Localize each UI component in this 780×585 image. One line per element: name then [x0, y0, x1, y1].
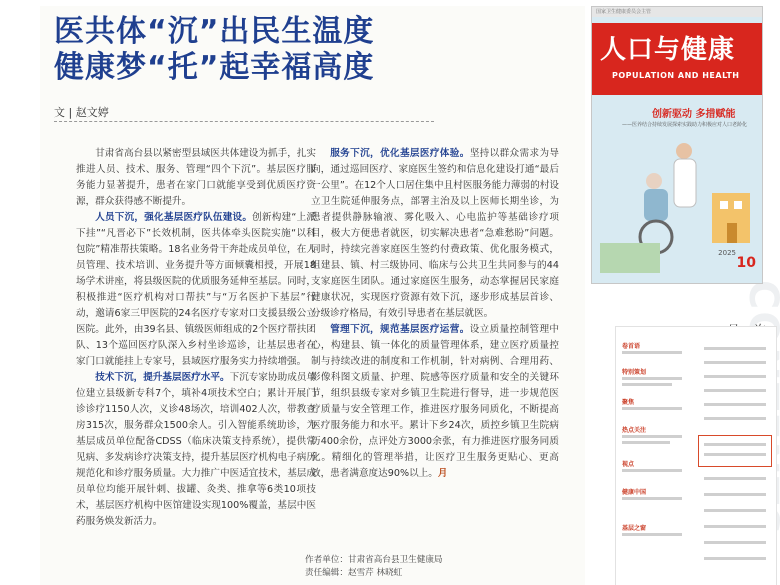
toc-line	[704, 443, 766, 446]
cover-tagline: ——医养结合持续发展探索实践助力积极应对人口老龄化	[622, 122, 748, 128]
cover-issue: 10	[736, 255, 756, 271]
toc-section: 卷首语	[622, 343, 641, 350]
toc-line	[704, 509, 766, 512]
elderly-figure-icon	[646, 173, 662, 189]
headline-line-2: 健康梦“托”起幸福高度	[54, 50, 375, 85]
right-text-column	[311, 146, 559, 482]
left-text-column	[76, 146, 316, 530]
toc-line	[622, 441, 670, 444]
toc-line	[704, 403, 766, 406]
toc-line	[704, 347, 766, 350]
toc-line	[704, 361, 766, 364]
toc-line	[622, 469, 682, 472]
magazine-cover	[591, 6, 763, 284]
article-footnote	[305, 554, 443, 580]
author-unit: 作者单位：甘肃省高台县卫生健康局	[305, 555, 443, 565]
toc-section: 基层之窗	[622, 525, 647, 532]
editors: 责任编辑：赵雪芹 林晓虹	[305, 568, 403, 578]
paragraph-management: 管理下沉，规范基层医疗运营。设立质量控制管理中心，构建县、镇一体化的质量管理体系，建立医疗质量控制与持续改进的制度和工作机制，针对病例、合理用药、影像科图文质量、护理、院感等医疗质量和安全的关键环节，组织县级专家对乡镇卫生院进行督导，进一步规范医疗质量与安全管理工作，推进医疗服务同质化，不断提高医疗服务能力和水平。累计下乡24次，质控乡镇卫生院病历400余份，点评处方3000余张，有力推进医疗服务同质化。精细化的管理举措，让医疗卫生服务更贴心、更高效，患者满意度达90%以上。月	[311, 324, 560, 479]
byline-divider	[54, 121, 434, 122]
paragraph-service: 服务下沉，优化基层医疗体验。坚持以群众需求为导向，通过巡回医疗、家庭医生签约和信息化建设打通“最后一公里”。在12个人口居住集中且村医服务能力薄弱的村设立卫生院延伸服务点，部署主治及以上医师长期坐诊，为患者提供静脉输液、雾化吸入、心电监护等基础诊疗项目，极大方便患者就医，切实解决患者“急难愁盼”问题。同时，持续完善家庭医生签约付费政策、优化服务模式，组建县、镇、村三级协同、临床与公共卫生共同参与的44支家庭医生团队。通过家庭医生服务，动态掌握居民家庭健康状况，实现医疗资源有效下沉，逐步形成基层首诊、分级诊疗格局，有效引导患者在基层就医。	[311, 148, 560, 319]
toc-section: 热点关注	[622, 427, 647, 434]
toc-line	[622, 377, 682, 380]
cover-year: 2025	[718, 249, 736, 257]
end-mark: 月	[437, 468, 448, 479]
toc-line	[704, 493, 766, 496]
toc-line	[622, 383, 672, 386]
cover-slogan: 创新驱动 多措赋能	[652, 109, 736, 120]
table-of-contents	[615, 326, 777, 585]
right-panel	[585, 0, 780, 585]
doctor-figure-icon	[676, 143, 692, 159]
cover-subtitle: POPULATION AND HEALTH	[612, 71, 740, 80]
paragraph-intro: 甘肃省高台县以紧密型县域医共体建设为抓手，扎实推进人员、技术、服务、管理“四个下沉”。基层医疗服务能力显著提升，患者在家门口就能享受到优质医疗资源，群众获得感不断提升。	[76, 148, 316, 207]
toc-line	[704, 557, 766, 560]
toc-line	[622, 435, 682, 438]
toc-section: 视点	[622, 461, 635, 468]
article-headline	[54, 14, 374, 86]
toc-section: 特别策划	[622, 369, 647, 376]
toc-highlight-box	[698, 435, 772, 467]
toc-line	[622, 407, 682, 410]
toc-line	[704, 541, 766, 544]
toc-line	[704, 477, 766, 480]
toc-line	[704, 525, 766, 528]
toc-line	[704, 417, 766, 420]
cover-title: 人口与健康	[600, 35, 736, 65]
toc-section: 健康中国	[622, 489, 647, 496]
headline-line-1: 医共体“沉”出民生温度	[54, 14, 375, 49]
toc-line	[622, 351, 682, 354]
toc-line	[622, 497, 682, 500]
paragraph-staff: 人员下沉，强化基层医疗队伍建设。创新构建“上派下挂”“凡晋必下”长效机制，医共体牵头医院实施“以科包院”精准帮扶策略。18名业务骨干奔赴成员单位，在人员管理、技术培训、业务提升等方面倾囊相授，开展18场学术讲座，将县级医院的优质服务延伸至基层。同时，积极推进“医疗机构对口帮扶”与“万名医护下基层”行动，邀请6家三甲医院的24名医疗专家对口支援县级公立医院。此外，由39名县、镇级医师组成的2个医疗帮扶团队、13个巡回医疗队深入乡村坐诊巡诊，让基层患者在家门口就能挂上专家号，县域医疗服务实力持续增强。	[76, 212, 316, 367]
byline: 文 | 赵文婷	[54, 106, 109, 119]
section-heading: 人员下沉，强化基层医疗队伍建设。	[95, 212, 253, 223]
toc-line	[622, 533, 682, 536]
section-heading: 技术下沉，提升基层医疗水平。	[95, 372, 230, 383]
toc-line	[704, 389, 766, 392]
paragraph-tech: 技术下沉，提升基层医疗水平。下沉专家协助成员单位建立县级新专科7个，填补4项技术空白；累计开展门诊诊疗1150人次，义诊48场次，培训402人次，带教查房315次，服务群众1500余人。引入智能系统助诊，为基层成员单位配备CDSS（临床决策支持系统），提供常见病、多发病诊疗决策支持，提升基层医疗机构电子病历规范化和诊疗服务质量。大力推广中医适宜技术，基层成员单位均能开展针刺、拔罐、灸类、推拿等6类10项技术，基层医疗机构中医馆建设实现100%覆盖，基层中医药服务焕发新活力。	[76, 372, 317, 527]
toc-section: 聚焦	[622, 399, 635, 406]
toc-line	[704, 453, 766, 456]
article-page	[40, 6, 600, 585]
toc-line	[704, 375, 766, 378]
section-heading: 管理下沉，规范基层医疗运营。	[330, 324, 470, 335]
cover-topline: 国家卫生健康委员会主管	[592, 7, 762, 17]
section-heading: 服务下沉，优化基层医疗体验。	[330, 148, 470, 159]
